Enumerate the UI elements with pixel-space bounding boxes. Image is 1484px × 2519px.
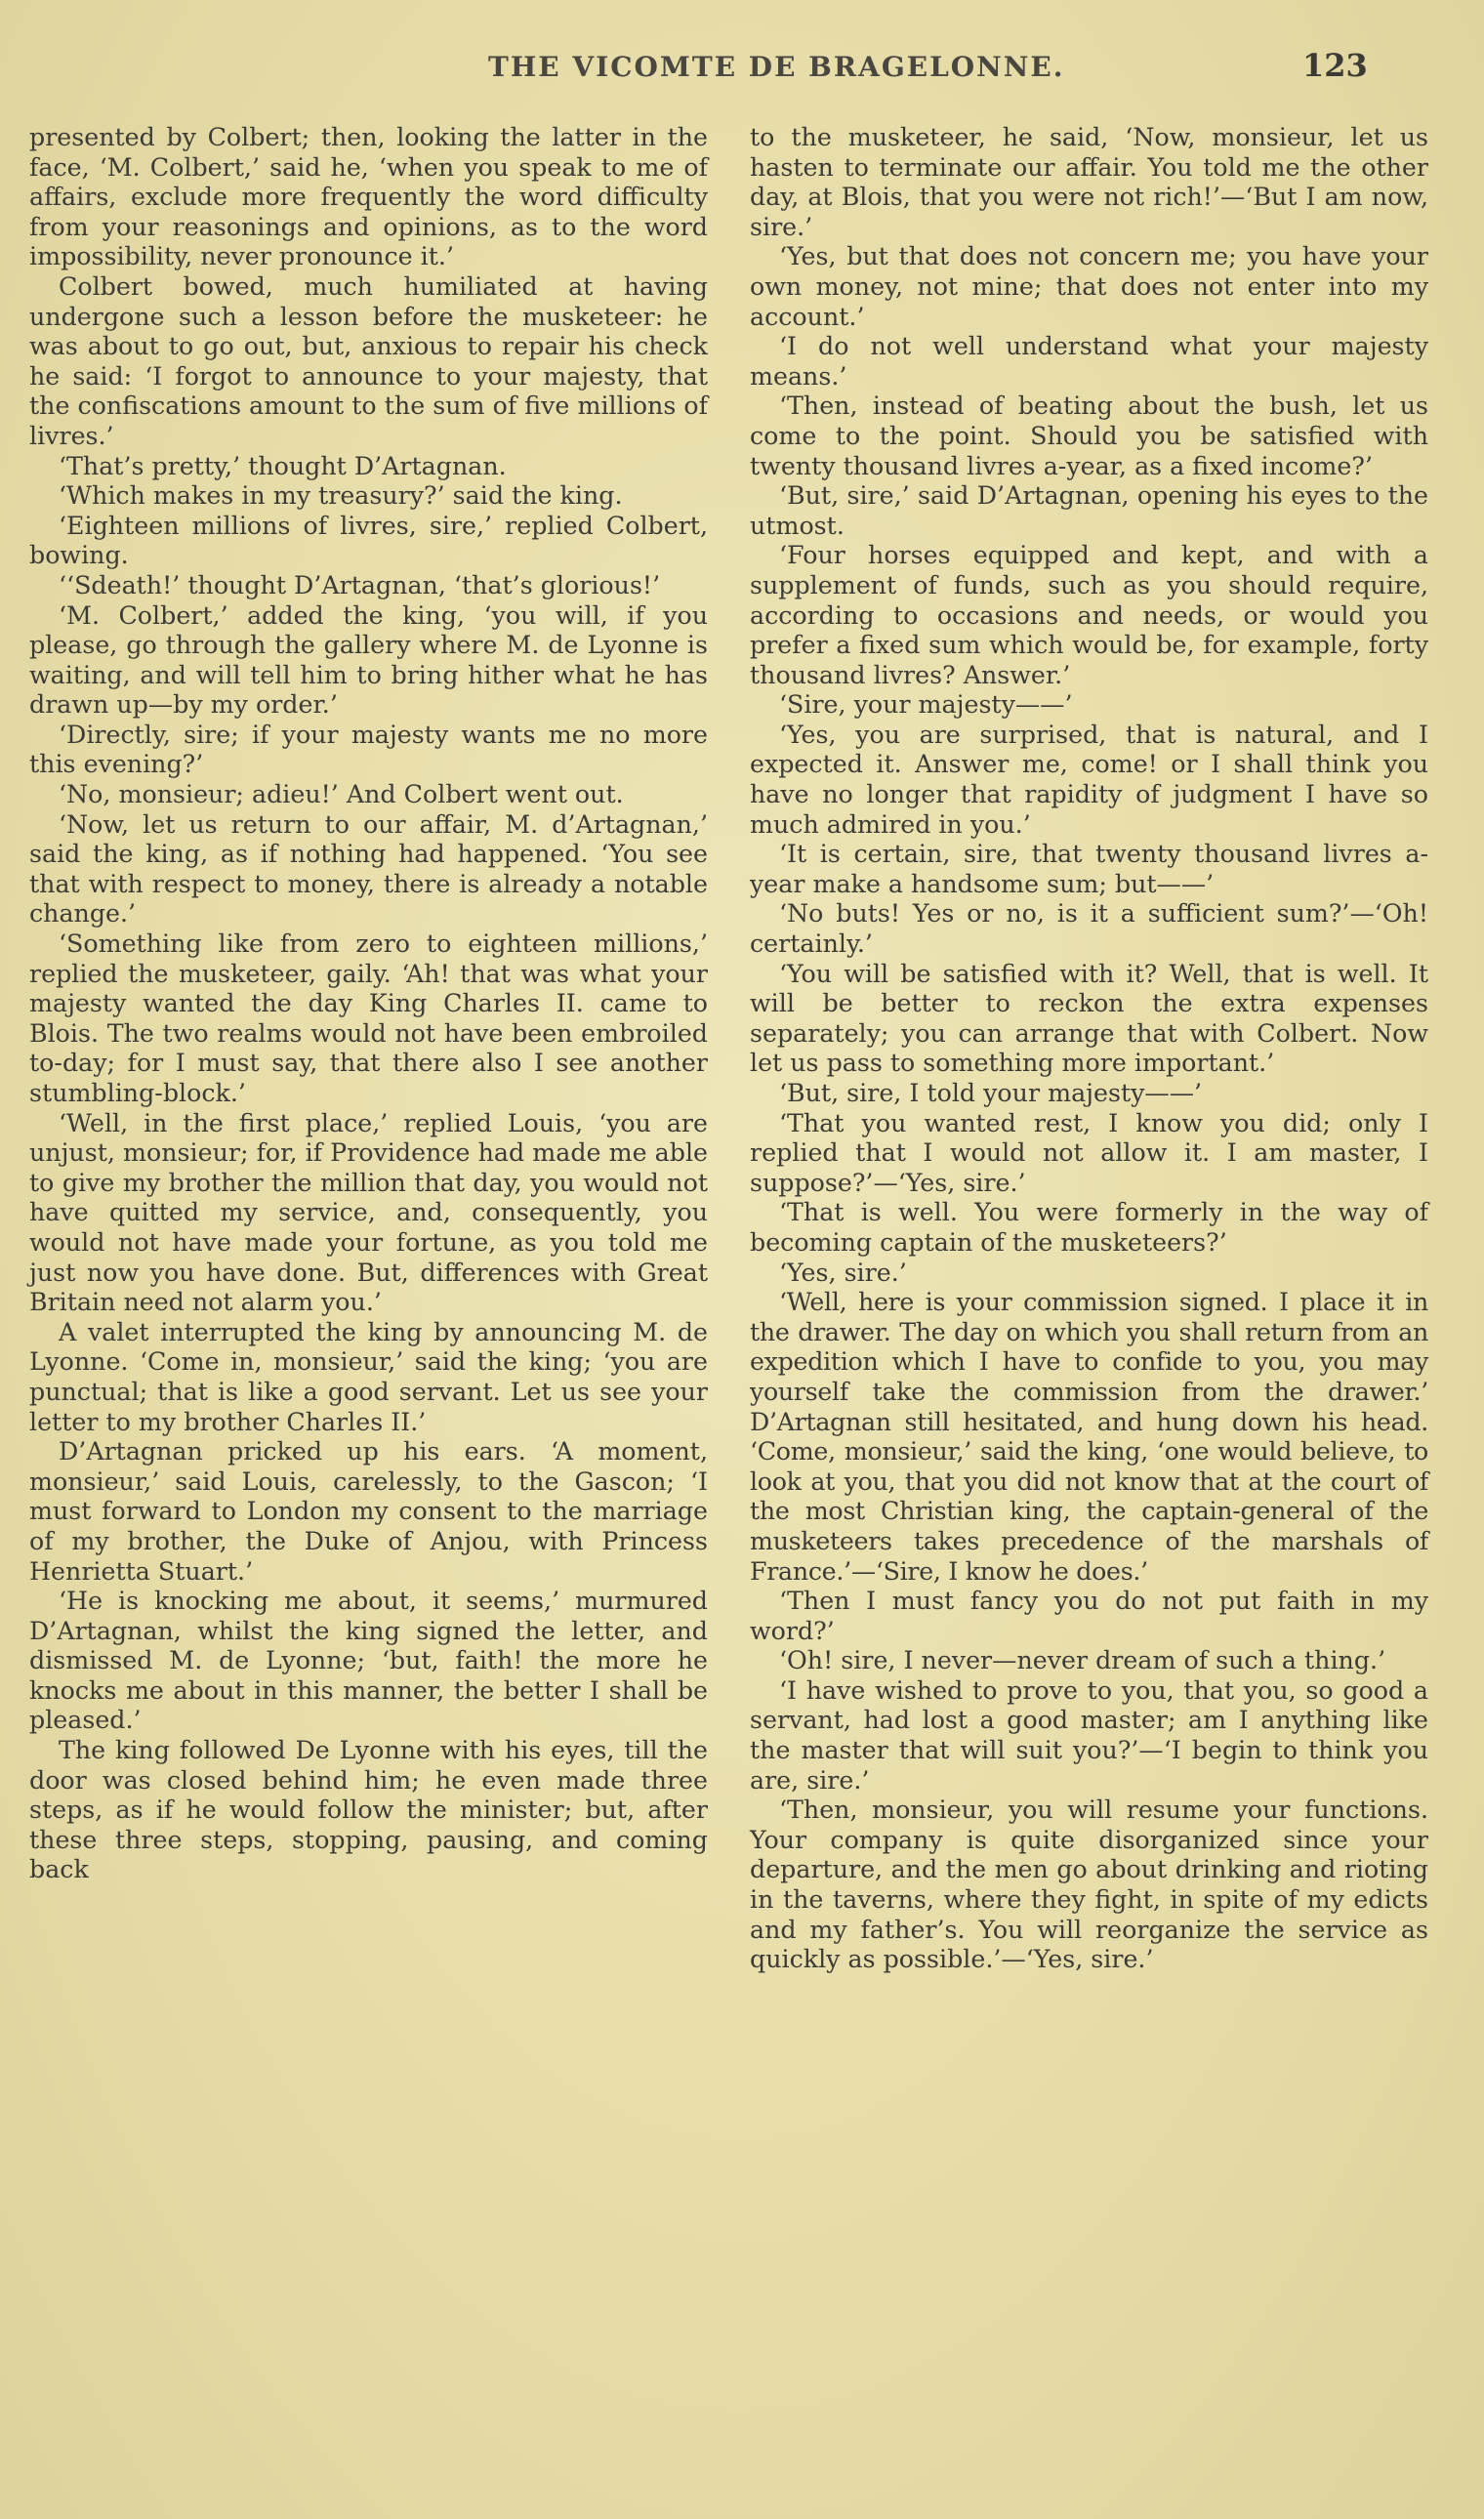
paragraph: ‘You will be satisfied with it? Well, that is well. It will be better to reckon the extra expenses separately; you can arrange that with Colbert. Now let us pass to something more important.’ — [750, 959, 1428, 1078]
paragraph: ‘No, monsieur; adieu!’ And Colbert went out. — [59, 780, 624, 809]
paragraph: presented by Colbert; then, looking the latter in the face, ‘M. Colbert,’ said he, ‘when you speak to me of affairs, exclude more frequently the word difficulty from your reasonings and opinions, as to the word impossibility, never pronounce it.’ — [29, 123, 708, 271]
paragraph: Colbert bowed, much humiliated at having undergone such a lesson before the musketeer: he was about to go out, but, anxious to repair his check he said: ‘I forgot to announce to your majesty, that the confiscations amount to the sum of five millions of livres.’ — [29, 271, 708, 450]
paragraph: ‘Directly, sire; if your majesty wants me no more this evening?’ — [29, 720, 708, 779]
paragraph: ‘Four horses equipped and kept, and with a supplement of funds, such as you should require, according to occasions and needs, or would you prefer a fixed sum which would be, for example, forty thousand livres? Answer.’ — [750, 541, 1428, 689]
paragraph: ‘He is knocking me about, it seems,’ murmured D’Artagnan, whilst the king signed the letter, and dismissed M. de Lyonne; ‘but, faith! the more he knocks me about in this manner, the better I shall be pleased.’ — [29, 1587, 708, 1735]
paragraph: ‘Now, let us return to our affair, M. d’Artagnan,’ said the king, as if nothing had happened. ‘You see that with respect to money, there is already a notable change.’ — [29, 809, 708, 929]
paragraph: ‘Yes, you are surprised, that is natural, and I expected it. Answer me, come! or I shall think you have no longer that rapidity of judgment I have so much admired in you.’ — [750, 720, 1428, 839]
paragraph: ‘But, sire,’ said D’Artagnan, opening his eyes to the utmost. — [750, 481, 1428, 540]
paragraph: ‘Well, in the first place,’ replied Louis, ‘you are unjust, monsieur; for, if Providence had made me able to give my brother the million that day, you would not have quitted my service, and, consequently, you would not have made your fortune, as you told me just now you have done. But, differences with Great Britain need not alarm you.’ — [29, 1108, 708, 1317]
paragraph: ‘I do not well understand what your majesty means.’ — [750, 332, 1428, 391]
running-title: THE VICOMTE DE BRAGELONNE. — [488, 51, 1065, 83]
paragraph: A valet interrupted the king by announcing M. de Lyonne. ‘Come in, monsieur,’ said the king; ‘you are punctual; that is like a good servant. Let us see your letter to my brother Charles II.’ — [29, 1317, 708, 1436]
paragraph: ‘M. Colbert,’ added the king, ‘you will, if you please, go through the gallery where M. de Lyonne is waiting, and will tell him to bring hither what he has drawn up—by my order.’ — [29, 600, 708, 720]
paragraph: ‘No buts! Yes or no, is it a sufficient sum?’—‘Oh! certainly.’ — [750, 899, 1428, 959]
paragraph: The king followed De Lyonne with his eyes, till the door was closed behind him; he even made three steps, as if he would follow the minister; but, after these three steps, stopping, pausing, and coming back — [29, 1736, 708, 1884]
paragraph: ‘Then, monsieur, you will resume your functions. Your company is quite disorganized since your departure, and the men go about drinking and rioting in the taverns, where they fight, in spite of my edicts and my father’s. You will reorganize the service as quickly as possible.’—‘Yes, sire.’ — [750, 1796, 1428, 1974]
paragraph: ‘‘Sdeath!’ thought D’Artagnan, ‘that’s glorious!’ — [59, 570, 661, 599]
paragraph: ‘Yes, but that does not concern me; you have your own money, not mine; that does not enter into my account.’ — [750, 242, 1428, 331]
left-column — [29, 123, 708, 1885]
page-header — [0, 47, 1484, 109]
paragraph: ‘I have wished to prove to you, that you, so good a servant, had lost a good master; am I anything like the master that will suit you?’—‘I begin to think you are, sire.’ — [750, 1675, 1428, 1795]
paragraph: ‘Then I must fancy you do not put faith in my word?’ — [750, 1587, 1428, 1645]
paragraph: ‘Oh! sire, I never—never dream of such a thing.’ — [779, 1646, 1386, 1675]
right-column — [750, 123, 1428, 1975]
paragraph: ‘That is well. You were formerly in the way of becoming captain of the musketeers?’ — [750, 1198, 1428, 1257]
paragraph: ‘Then, instead of beating about the bush, let us come to the point. Should you be satisfied with twenty thousand livres a-year, as a fixed income?’ — [750, 392, 1428, 480]
paragraph: ‘Yes, sire.’ — [779, 1258, 907, 1287]
paragraph: ‘Well, here is your commission signed. I place it in the drawer. The day on which you shall return from an expedition which I have to confide to you, you may yourself take the commission from the drawer.’ D’Artagnan still hesitated, and hung down his head. ‘Come, monsieur,’ said the king, ‘one would believe, to look at you, that you did not know that at the court of the most Christian king, the captain-general of the musketeers takes precedence of the marshals of France.’—‘Sire, I know he does.’ — [750, 1288, 1428, 1586]
paragraph: to the musketeer, he said, ‘Now, monsieur, let us hasten to terminate our affair. You told me the other day, at Blois, that you were not rich!’—‘But I am now, sire.’ — [750, 123, 1428, 241]
paragraph: ‘It is certain, sire, that twenty thousand livres a-year make a handsome sum; but——’ — [750, 840, 1428, 898]
paragraph: ‘Something like from zero to eighteen millions,’ replied the musketeer, gaily. ‘Ah! that was what your majesty wanted the day King Charles II. came to Blois. The two realms would not have been embroiled to-day; for I must say, that there also I see another stumbling-block.’ — [29, 929, 708, 1107]
paragraph: ‘Eighteen millions of livres, sire,’ replied Colbert, bowing. — [29, 511, 708, 570]
paragraph: ‘Sire, your majesty——’ — [779, 690, 1073, 720]
page-number: 123 — [1302, 47, 1368, 84]
paragraph: ‘That you wanted rest, I know you did; only I replied that I would not allow it. I am master, I suppose?’—‘Yes, sire.’ — [750, 1108, 1428, 1197]
paragraph: ‘Which makes in my treasury?’ said the king. — [59, 481, 623, 511]
paragraph: ‘That’s pretty,’ thought D’Artagnan. — [59, 451, 507, 480]
paragraph: D’Artagnan pricked up his ears. ‘A moment, monsieur,’ said Louis, carelessly, to the Gascon; ‘I must forward to London my consent to the marriage of my brother, the Duke of Anjou, with Princess Henrietta Stuart.’ — [29, 1437, 708, 1586]
paragraph: ‘But, sire, I told your majesty——’ — [779, 1079, 1203, 1107]
